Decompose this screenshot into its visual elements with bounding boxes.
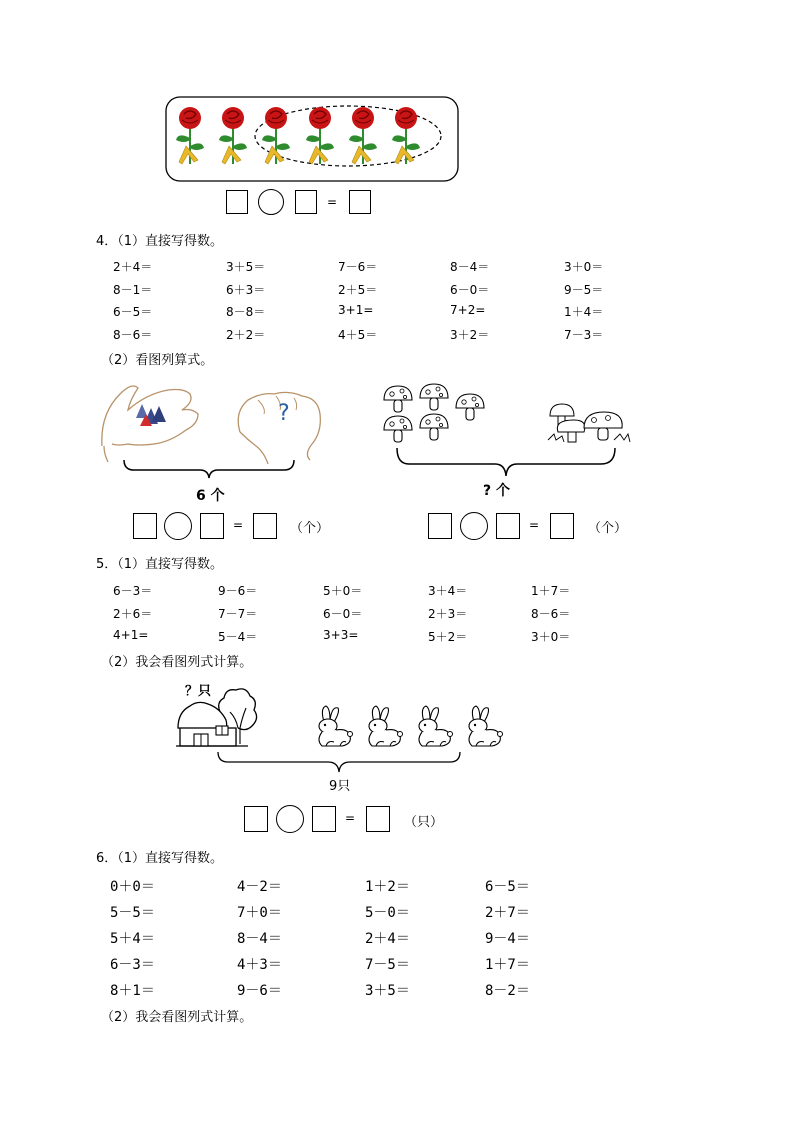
math-problem: 6－3＝ [110, 957, 155, 973]
mushroom-icon [456, 394, 484, 420]
math-problem: 5－0＝ [365, 905, 410, 921]
math-problem: 4＋3＝ [237, 957, 282, 973]
answer-box[interactable] [312, 806, 336, 832]
answer-box[interactable] [226, 190, 248, 214]
answer-box[interactable] [349, 190, 371, 214]
hidden-count-label: ？只 [185, 684, 212, 699]
math-problem: 9－4＝ [485, 931, 530, 947]
math-problem: 3＋5＝ [226, 260, 266, 274]
answer-box[interactable] [200, 513, 224, 539]
brace-left [122, 458, 296, 484]
math-problem: 2＋4＝ [365, 931, 410, 947]
math-problem: 7－3＝ [564, 327, 604, 342]
mushroom-icon [420, 384, 448, 410]
math-problem: 3＋0＝ [564, 260, 604, 274]
answer-box[interactable] [244, 806, 268, 832]
brace-right [395, 446, 617, 484]
equals-sign: = [233, 518, 244, 532]
q6-heading: 6．（1）直接写得数。 [96, 851, 224, 866]
math-problem: 3+3= [323, 628, 359, 642]
math-problem: 7－6＝ [338, 260, 378, 274]
math-problem: 8＋1＝ [110, 983, 155, 999]
mushroom-icon [420, 414, 448, 440]
math-problem: 5－5＝ [110, 905, 155, 921]
q6-part2-heading: （2）我会看图列式计算。 [101, 1010, 253, 1025]
equals-sign: = [529, 518, 540, 532]
math-problem: 3＋5＝ [365, 983, 410, 999]
answer-box[interactable] [133, 513, 157, 539]
mushroom-icon [384, 416, 412, 442]
math-problem: 4+1= [113, 628, 149, 642]
math-problem: 3＋0＝ [531, 630, 571, 644]
right-total-label: ? 个 [483, 483, 510, 499]
operator-circle[interactable] [276, 805, 304, 833]
equals-sign: = [345, 811, 356, 825]
rabbit-icon [469, 706, 503, 746]
math-problem: 5＋0＝ [323, 584, 363, 598]
math-problem: 2＋5＝ [338, 282, 378, 297]
math-problem: 2＋4＝ [113, 260, 153, 274]
math-problem: 6－5＝ [113, 305, 153, 319]
operator-circle[interactable] [460, 512, 488, 540]
q5-heading: 5．（1）直接写得数。 [96, 557, 224, 572]
question-mark: ? [278, 401, 290, 426]
brace-q5 [216, 750, 462, 778]
answer-box[interactable] [550, 513, 574, 539]
math-problem: 2＋2＝ [226, 327, 266, 342]
mushroom-icon [384, 386, 412, 412]
math-problem: 2＋6＝ [113, 607, 153, 621]
math-problem: 6＋3＝ [226, 282, 266, 297]
unit-label: （个） [290, 521, 330, 536]
math-problem: 8－6＝ [113, 327, 153, 342]
house-picture [176, 682, 260, 752]
roses-picture [165, 96, 459, 182]
math-problem: 1＋7＝ [485, 957, 530, 973]
math-problem: 7+2= [450, 303, 486, 317]
math-problem: 5－4＝ [218, 630, 258, 644]
math-problem: 1＋2＝ [365, 879, 410, 895]
unit-label: （只） [404, 815, 444, 830]
rabbit-icon [319, 706, 353, 746]
math-problem: 2＋3＝ [428, 607, 468, 621]
math-problem: 9－5＝ [564, 282, 604, 297]
math-problem: 5＋2＝ [428, 630, 468, 644]
answer-box[interactable] [496, 513, 520, 539]
math-problem: 0＋0＝ [110, 879, 155, 895]
math-problem: 8－2＝ [485, 983, 530, 999]
math-problem: 7－7＝ [218, 607, 258, 621]
math-problem: 6－3＝ [113, 584, 153, 598]
operator-circle[interactable] [164, 512, 192, 540]
math-problem: 7－5＝ [365, 957, 410, 973]
math-problem: 6－0＝ [450, 282, 490, 297]
math-problem: 1＋7＝ [531, 584, 571, 598]
equals-sign: = [327, 195, 338, 209]
math-problem: 3＋4＝ [428, 584, 468, 598]
math-problem: 9－6＝ [218, 584, 258, 598]
answer-box[interactable] [428, 513, 452, 539]
total-count-label: 9只 [329, 779, 351, 794]
math-problem: 1＋4＝ [564, 305, 604, 319]
math-problem: 4－2＝ [237, 879, 282, 895]
math-problem: 4＋5＝ [338, 327, 378, 342]
math-problem: 9－6＝ [237, 983, 282, 999]
mushroom-cluster-icon [548, 404, 630, 442]
math-problem: 8－8＝ [226, 305, 266, 319]
math-problem: 2＋7＝ [485, 905, 530, 921]
rabbits-picture [312, 704, 506, 750]
math-problem: 3+1= [338, 303, 374, 317]
unit-label: （个） [588, 521, 628, 536]
math-problem: 6－5＝ [485, 879, 530, 895]
left-total-label: 6 个 [196, 488, 225, 504]
mushrooms-picture [378, 380, 638, 450]
q4-part2-heading: （2）看图列算式。 [101, 353, 214, 368]
q4-heading: 4．（1）直接写得数。 [96, 234, 224, 249]
math-problem: 8－1＝ [113, 282, 153, 297]
math-problem: 6－0＝ [323, 607, 363, 621]
math-problem: 3＋2＝ [450, 327, 490, 342]
math-problem: 8－6＝ [531, 607, 571, 621]
answer-box[interactable] [366, 806, 390, 832]
answer-box[interactable] [253, 513, 277, 539]
rabbit-icon [419, 706, 453, 746]
q5-part2-heading: （2）我会看图列式计算。 [101, 655, 253, 670]
math-problem: 8－4＝ [450, 260, 490, 274]
math-problem: 5＋4＝ [110, 931, 155, 947]
rabbit-icon [369, 706, 403, 746]
math-problem: 8－4＝ [237, 931, 282, 947]
operator-circle[interactable] [258, 189, 284, 215]
answer-box[interactable] [295, 190, 317, 214]
math-problem: 7＋0＝ [237, 905, 282, 921]
